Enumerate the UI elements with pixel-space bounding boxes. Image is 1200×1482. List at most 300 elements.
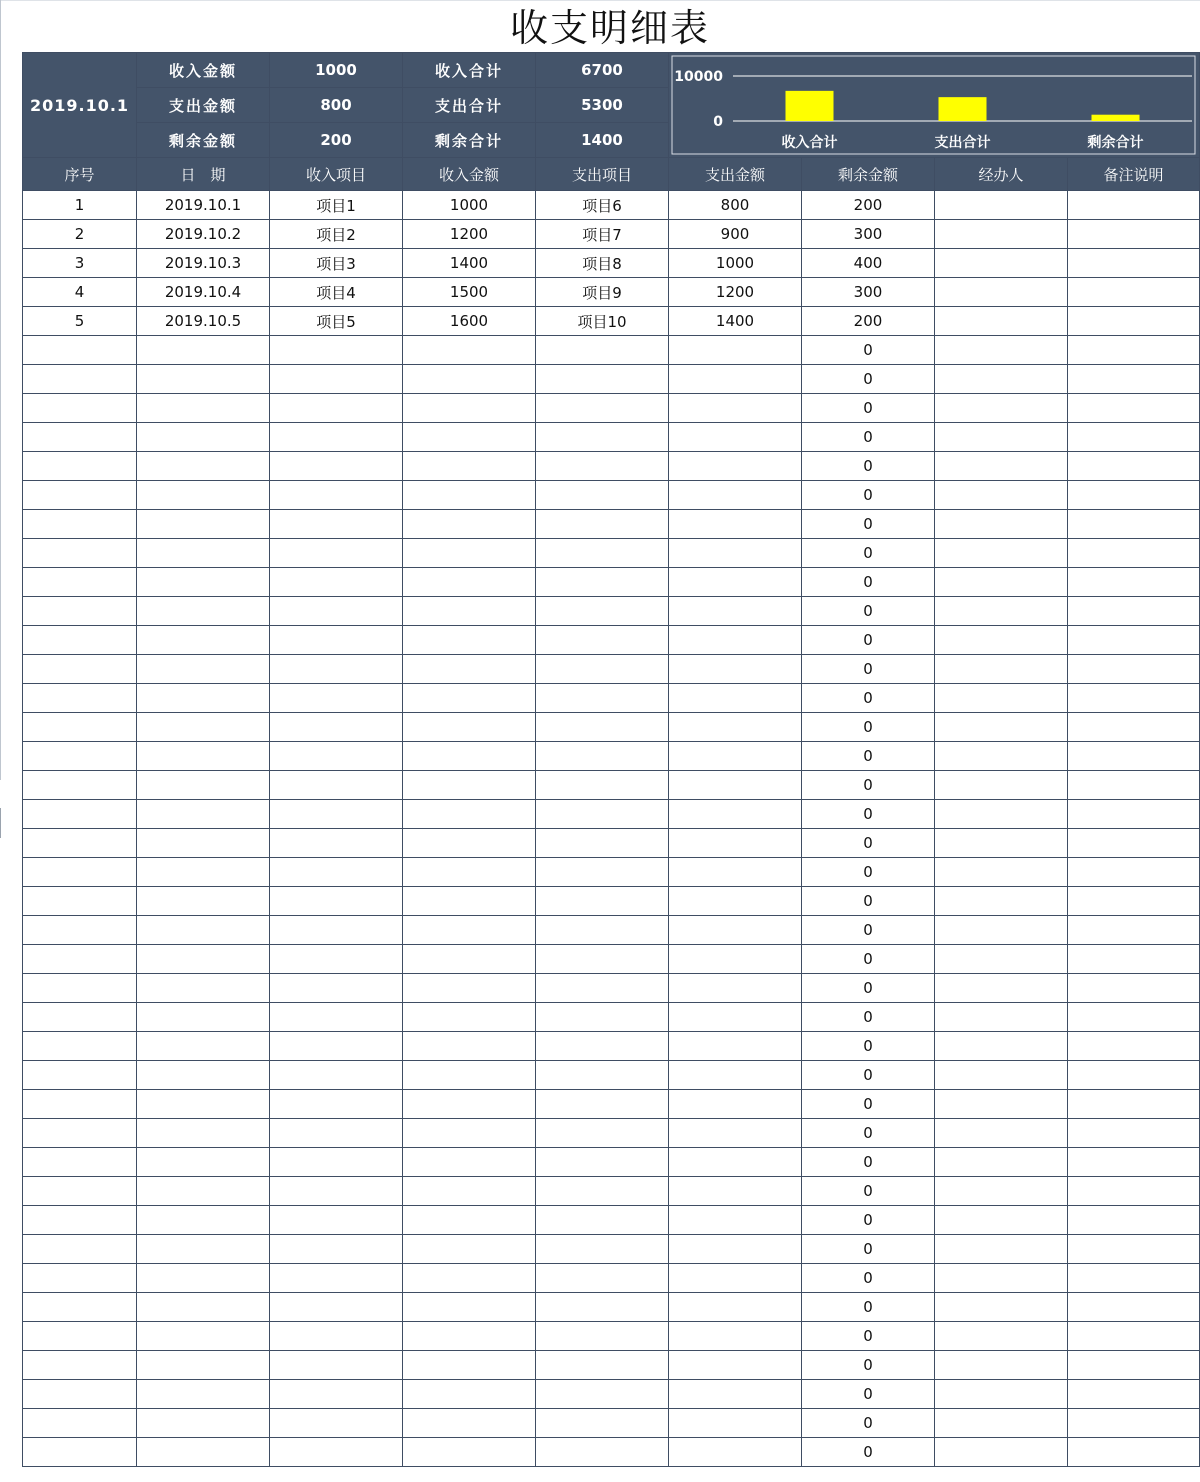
- cell-expense-item[interactable]: [536, 452, 669, 481]
- cell-index[interactable]: [23, 423, 137, 452]
- cell-income-item[interactable]: [270, 1177, 403, 1206]
- cell-handler[interactable]: [935, 974, 1068, 1003]
- totals-chart[interactable]: [669, 53, 1198, 157]
- cell-income-amount[interactable]: [403, 452, 536, 481]
- cell-expense-item[interactable]: [536, 887, 669, 916]
- cell-remaining[interactable]: 0: [802, 597, 935, 626]
- cell-expense-amount[interactable]: [669, 1148, 802, 1177]
- cell-index[interactable]: [23, 713, 137, 742]
- cell-notes[interactable]: [1068, 220, 1200, 249]
- cell-handler[interactable]: [935, 1409, 1068, 1438]
- cell-index[interactable]: [23, 452, 137, 481]
- cell-remaining[interactable]: 0: [802, 974, 935, 1003]
- cell-income-amount[interactable]: [403, 336, 536, 365]
- summary-value-income[interactable]: 1000: [270, 53, 403, 88]
- cell-income-item[interactable]: [270, 1003, 403, 1032]
- cell-index[interactable]: 2: [23, 220, 137, 249]
- cell-expense-item[interactable]: [536, 1293, 669, 1322]
- cell-income-item[interactable]: [270, 655, 403, 684]
- cell-expense-item[interactable]: [536, 597, 669, 626]
- cell-date[interactable]: [137, 1148, 270, 1177]
- cell-index[interactable]: [23, 365, 137, 394]
- cell-income-item[interactable]: [270, 916, 403, 945]
- cell-notes[interactable]: [1068, 510, 1200, 539]
- cell-index[interactable]: [23, 1090, 137, 1119]
- cell-expense-amount[interactable]: [669, 597, 802, 626]
- cell-notes[interactable]: [1068, 1438, 1200, 1467]
- cell-date[interactable]: [137, 510, 270, 539]
- cell-date[interactable]: [137, 945, 270, 974]
- cell-expense-item[interactable]: [536, 916, 669, 945]
- cell-income-amount[interactable]: 1600: [403, 307, 536, 336]
- cell-income-item[interactable]: [270, 1061, 403, 1090]
- cell-remaining[interactable]: 0: [802, 1206, 935, 1235]
- cell-handler[interactable]: [935, 1322, 1068, 1351]
- cell-income-item[interactable]: [270, 336, 403, 365]
- cell-notes[interactable]: [1068, 1119, 1200, 1148]
- summary-value-remaining[interactable]: 200: [270, 123, 403, 158]
- cell-date[interactable]: [137, 336, 270, 365]
- cell-remaining[interactable]: 0: [802, 539, 935, 568]
- cell-income-item[interactable]: [270, 539, 403, 568]
- cell-expense-item[interactable]: [536, 974, 669, 1003]
- cell-expense-item[interactable]: [536, 1206, 669, 1235]
- cell-remaining[interactable]: 0: [802, 626, 935, 655]
- cell-handler[interactable]: [935, 800, 1068, 829]
- cell-income-item[interactable]: [270, 1235, 403, 1264]
- cell-handler[interactable]: [935, 626, 1068, 655]
- cell-income-amount[interactable]: 1200: [403, 220, 536, 249]
- cell-handler[interactable]: [935, 1438, 1068, 1467]
- cell-handler[interactable]: [935, 1148, 1068, 1177]
- summary-total-label-income[interactable]: 收入合计: [403, 53, 536, 88]
- cell-index[interactable]: 5: [23, 307, 137, 336]
- cell-income-amount[interactable]: [403, 597, 536, 626]
- cell-remaining[interactable]: 200: [802, 191, 935, 220]
- cell-notes[interactable]: [1068, 1351, 1200, 1380]
- cell-income-amount[interactable]: [403, 1148, 536, 1177]
- cell-remaining[interactable]: 0: [802, 1177, 935, 1206]
- cell-date[interactable]: [137, 481, 270, 510]
- cell-expense-amount[interactable]: [669, 1235, 802, 1264]
- cell-remaining[interactable]: 0: [802, 1409, 935, 1438]
- column-header-income-item[interactable]: 收入项目: [270, 158, 403, 191]
- cell-date[interactable]: [137, 597, 270, 626]
- cell-expense-item[interactable]: 项目9: [536, 278, 669, 307]
- cell-expense-amount[interactable]: [669, 365, 802, 394]
- cell-expense-amount[interactable]: [669, 568, 802, 597]
- column-header-expense-amount[interactable]: 支出金额: [669, 158, 802, 191]
- cell-expense-amount[interactable]: [669, 452, 802, 481]
- cell-expense-amount[interactable]: [669, 858, 802, 887]
- cell-expense-amount[interactable]: [669, 713, 802, 742]
- cell-index[interactable]: [23, 1119, 137, 1148]
- cell-handler[interactable]: [935, 771, 1068, 800]
- cell-expense-amount[interactable]: 1000: [669, 249, 802, 278]
- cell-remaining[interactable]: 0: [802, 800, 935, 829]
- cell-expense-item[interactable]: [536, 713, 669, 742]
- cell-income-item[interactable]: [270, 974, 403, 1003]
- cell-income-amount[interactable]: [403, 1206, 536, 1235]
- cell-income-amount[interactable]: [403, 539, 536, 568]
- cell-handler[interactable]: [935, 423, 1068, 452]
- cell-remaining[interactable]: 0: [802, 1003, 935, 1032]
- cell-notes[interactable]: [1068, 1264, 1200, 1293]
- cell-income-item[interactable]: 项目5: [270, 307, 403, 336]
- cell-income-amount[interactable]: 1000: [403, 191, 536, 220]
- cell-handler[interactable]: [935, 1206, 1068, 1235]
- cell-date[interactable]: [137, 1061, 270, 1090]
- cell-index[interactable]: [23, 1206, 137, 1235]
- cell-expense-item[interactable]: [536, 1090, 669, 1119]
- cell-expense-amount[interactable]: 800: [669, 191, 802, 220]
- cell-date[interactable]: [137, 1003, 270, 1032]
- cell-expense-item[interactable]: [536, 568, 669, 597]
- cell-index[interactable]: [23, 539, 137, 568]
- cell-income-item[interactable]: [270, 626, 403, 655]
- cell-income-amount[interactable]: [403, 394, 536, 423]
- cell-index[interactable]: [23, 394, 137, 423]
- cell-notes[interactable]: [1068, 1061, 1200, 1090]
- cell-income-amount[interactable]: [403, 713, 536, 742]
- cell-remaining[interactable]: 0: [802, 1264, 935, 1293]
- cell-remaining[interactable]: 0: [802, 742, 935, 771]
- cell-income-item[interactable]: [270, 713, 403, 742]
- cell-notes[interactable]: [1068, 1235, 1200, 1264]
- cell-notes[interactable]: [1068, 481, 1200, 510]
- cell-income-item[interactable]: [270, 1090, 403, 1119]
- cell-expense-amount[interactable]: 900: [669, 220, 802, 249]
- cell-expense-amount[interactable]: [669, 394, 802, 423]
- cell-date[interactable]: [137, 1380, 270, 1409]
- cell-income-amount[interactable]: [403, 1235, 536, 1264]
- cell-expense-item[interactable]: [536, 1380, 669, 1409]
- cell-expense-item[interactable]: [536, 829, 669, 858]
- cell-expense-item[interactable]: [536, 394, 669, 423]
- cell-notes[interactable]: [1068, 307, 1200, 336]
- cell-index[interactable]: [23, 481, 137, 510]
- column-header-date[interactable]: 日 期: [137, 158, 270, 191]
- summary-label-expense[interactable]: 支出金额: [137, 88, 270, 123]
- cell-income-item[interactable]: [270, 481, 403, 510]
- cell-remaining[interactable]: 200: [802, 307, 935, 336]
- cell-expense-item[interactable]: [536, 1264, 669, 1293]
- cell-income-amount[interactable]: [403, 1090, 536, 1119]
- cell-notes[interactable]: [1068, 191, 1200, 220]
- cell-expense-amount[interactable]: [669, 1177, 802, 1206]
- column-header-remaining[interactable]: 剩余金额: [802, 158, 935, 191]
- cell-handler[interactable]: [935, 1380, 1068, 1409]
- cell-date[interactable]: 2019.10.1: [137, 191, 270, 220]
- cell-remaining[interactable]: 0: [802, 945, 935, 974]
- cell-date[interactable]: [137, 394, 270, 423]
- cell-date[interactable]: [137, 829, 270, 858]
- cell-handler[interactable]: [935, 568, 1068, 597]
- cell-income-item[interactable]: [270, 1351, 403, 1380]
- cell-handler[interactable]: [935, 1293, 1068, 1322]
- cell-remaining[interactable]: 0: [802, 887, 935, 916]
- cell-remaining[interactable]: 0: [802, 1235, 935, 1264]
- cell-date[interactable]: [137, 1351, 270, 1380]
- cell-expense-item[interactable]: 项目7: [536, 220, 669, 249]
- cell-handler[interactable]: [935, 1235, 1068, 1264]
- chart-bar[interactable]: [1092, 115, 1140, 121]
- cell-remaining[interactable]: 0: [802, 1322, 935, 1351]
- cell-index[interactable]: 4: [23, 278, 137, 307]
- cell-index[interactable]: [23, 974, 137, 1003]
- cell-income-item[interactable]: [270, 800, 403, 829]
- cell-handler[interactable]: [935, 1119, 1068, 1148]
- cell-remaining[interactable]: 0: [802, 1438, 935, 1467]
- cell-income-amount[interactable]: [403, 771, 536, 800]
- cell-index[interactable]: [23, 1351, 137, 1380]
- cell-income-amount[interactable]: [403, 916, 536, 945]
- cell-expense-amount[interactable]: [669, 510, 802, 539]
- cell-index[interactable]: [23, 626, 137, 655]
- cell-remaining[interactable]: 0: [802, 336, 935, 365]
- cell-expense-item[interactable]: [536, 684, 669, 713]
- cell-income-amount[interactable]: [403, 1438, 536, 1467]
- cell-expense-item[interactable]: [536, 539, 669, 568]
- cell-remaining[interactable]: 300: [802, 278, 935, 307]
- cell-remaining[interactable]: 0: [802, 655, 935, 684]
- cell-index[interactable]: [23, 1061, 137, 1090]
- cell-handler[interactable]: [935, 829, 1068, 858]
- cell-handler[interactable]: [935, 945, 1068, 974]
- cell-date[interactable]: [137, 887, 270, 916]
- cell-expense-item[interactable]: [536, 1119, 669, 1148]
- cell-index[interactable]: 1: [23, 191, 137, 220]
- cell-income-item[interactable]: 项目4: [270, 278, 403, 307]
- cell-index[interactable]: [23, 684, 137, 713]
- cell-expense-amount[interactable]: [669, 742, 802, 771]
- cell-expense-amount[interactable]: [669, 887, 802, 916]
- cell-expense-amount[interactable]: [669, 1438, 802, 1467]
- cell-expense-item[interactable]: [536, 655, 669, 684]
- cell-remaining[interactable]: 0: [802, 481, 935, 510]
- cell-remaining[interactable]: 0: [802, 858, 935, 887]
- cell-remaining[interactable]: 0: [802, 568, 935, 597]
- cell-handler[interactable]: [935, 1003, 1068, 1032]
- cell-notes[interactable]: [1068, 452, 1200, 481]
- cell-handler[interactable]: [935, 510, 1068, 539]
- cell-notes[interactable]: [1068, 365, 1200, 394]
- cell-remaining[interactable]: 0: [802, 713, 935, 742]
- cell-notes[interactable]: [1068, 336, 1200, 365]
- cell-date[interactable]: [137, 365, 270, 394]
- cell-expense-amount[interactable]: [669, 684, 802, 713]
- cell-notes[interactable]: [1068, 1206, 1200, 1235]
- cell-notes[interactable]: [1068, 974, 1200, 1003]
- cell-notes[interactable]: [1068, 887, 1200, 916]
- cell-handler[interactable]: [935, 191, 1068, 220]
- summary-total-label-expense[interactable]: 支出合计: [403, 88, 536, 123]
- cell-notes[interactable]: [1068, 771, 1200, 800]
- cell-index[interactable]: [23, 597, 137, 626]
- cell-date[interactable]: [137, 1032, 270, 1061]
- cell-index[interactable]: 3: [23, 249, 137, 278]
- cell-income-item[interactable]: [270, 394, 403, 423]
- cell-index[interactable]: [23, 510, 137, 539]
- cell-income-amount[interactable]: [403, 742, 536, 771]
- cell-expense-item[interactable]: [536, 1235, 669, 1264]
- cell-date[interactable]: [137, 1293, 270, 1322]
- cell-income-amount[interactable]: [403, 1032, 536, 1061]
- cell-expense-amount[interactable]: [669, 481, 802, 510]
- cell-income-amount[interactable]: [403, 1322, 536, 1351]
- cell-notes[interactable]: [1068, 1322, 1200, 1351]
- cell-income-item[interactable]: 项目1: [270, 191, 403, 220]
- cell-index[interactable]: [23, 829, 137, 858]
- cell-income-amount[interactable]: [403, 887, 536, 916]
- cell-notes[interactable]: [1068, 394, 1200, 423]
- cell-expense-amount[interactable]: 1400: [669, 307, 802, 336]
- cell-expense-amount[interactable]: [669, 916, 802, 945]
- cell-handler[interactable]: [935, 887, 1068, 916]
- cell-remaining[interactable]: 0: [802, 1148, 935, 1177]
- cell-expense-amount[interactable]: [669, 1061, 802, 1090]
- cell-income-item[interactable]: [270, 510, 403, 539]
- cell-notes[interactable]: [1068, 945, 1200, 974]
- cell-notes[interactable]: [1068, 684, 1200, 713]
- cell-income-item[interactable]: [270, 1409, 403, 1438]
- cell-date[interactable]: [137, 539, 270, 568]
- cell-notes[interactable]: [1068, 1148, 1200, 1177]
- cell-expense-item[interactable]: [536, 1438, 669, 1467]
- cell-notes[interactable]: [1068, 423, 1200, 452]
- cell-notes[interactable]: [1068, 626, 1200, 655]
- cell-notes[interactable]: [1068, 1380, 1200, 1409]
- cell-date[interactable]: [137, 568, 270, 597]
- cell-remaining[interactable]: 400: [802, 249, 935, 278]
- cell-expense-amount[interactable]: [669, 423, 802, 452]
- cell-notes[interactable]: [1068, 1032, 1200, 1061]
- cell-index[interactable]: [23, 1032, 137, 1061]
- cell-index[interactable]: [23, 1409, 137, 1438]
- summary-total-remaining[interactable]: 1400: [536, 123, 669, 158]
- cell-income-amount[interactable]: [403, 1351, 536, 1380]
- cell-handler[interactable]: [935, 539, 1068, 568]
- cell-remaining[interactable]: 0: [802, 1061, 935, 1090]
- cell-expense-amount[interactable]: 1200: [669, 278, 802, 307]
- cell-date[interactable]: [137, 1264, 270, 1293]
- cell-expense-item[interactable]: [536, 481, 669, 510]
- cell-date[interactable]: [137, 452, 270, 481]
- column-header-notes[interactable]: 备注说明: [1068, 158, 1200, 191]
- cell-income-item[interactable]: 项目3: [270, 249, 403, 278]
- cell-date[interactable]: [137, 1235, 270, 1264]
- cell-notes[interactable]: [1068, 655, 1200, 684]
- cell-income-amount[interactable]: [403, 481, 536, 510]
- cell-expense-item[interactable]: [536, 423, 669, 452]
- cell-expense-amount[interactable]: [669, 1032, 802, 1061]
- cell-income-item[interactable]: 项目2: [270, 220, 403, 249]
- chart-bar[interactable]: [939, 97, 987, 121]
- cell-expense-amount[interactable]: [669, 945, 802, 974]
- cell-index[interactable]: [23, 568, 137, 597]
- cell-expense-amount[interactable]: [669, 655, 802, 684]
- cell-income-item[interactable]: [270, 945, 403, 974]
- cell-expense-item[interactable]: [536, 1351, 669, 1380]
- cell-income-amount[interactable]: [403, 568, 536, 597]
- cell-notes[interactable]: [1068, 1409, 1200, 1438]
- cell-income-amount[interactable]: [403, 858, 536, 887]
- cell-expense-item[interactable]: [536, 1177, 669, 1206]
- cell-handler[interactable]: [935, 1061, 1068, 1090]
- cell-expense-item[interactable]: [536, 800, 669, 829]
- cell-remaining[interactable]: 0: [802, 423, 935, 452]
- summary-value-expense[interactable]: 800: [270, 88, 403, 123]
- cell-income-item[interactable]: [270, 1293, 403, 1322]
- cell-expense-item[interactable]: [536, 365, 669, 394]
- cell-income-item[interactable]: [270, 771, 403, 800]
- cell-expense-item[interactable]: 项目10: [536, 307, 669, 336]
- cell-expense-item[interactable]: [536, 742, 669, 771]
- cell-expense-amount[interactable]: [669, 1322, 802, 1351]
- cell-index[interactable]: [23, 916, 137, 945]
- cell-expense-amount[interactable]: [669, 771, 802, 800]
- summary-total-expense[interactable]: 5300: [536, 88, 669, 123]
- cell-date[interactable]: [137, 1119, 270, 1148]
- cell-handler[interactable]: [935, 452, 1068, 481]
- cell-handler[interactable]: [935, 858, 1068, 887]
- cell-income-amount[interactable]: [403, 829, 536, 858]
- cell-date[interactable]: [137, 626, 270, 655]
- cell-remaining[interactable]: 0: [802, 1351, 935, 1380]
- cell-handler[interactable]: [935, 365, 1068, 394]
- cell-income-amount[interactable]: [403, 800, 536, 829]
- cell-income-item[interactable]: [270, 887, 403, 916]
- cell-income-amount[interactable]: [403, 974, 536, 1003]
- cell-expense-amount[interactable]: [669, 1119, 802, 1148]
- cell-notes[interactable]: [1068, 858, 1200, 887]
- cell-income-item[interactable]: [270, 858, 403, 887]
- cell-expense-item[interactable]: [536, 1003, 669, 1032]
- cell-notes[interactable]: [1068, 1090, 1200, 1119]
- cell-income-amount[interactable]: [403, 655, 536, 684]
- cell-expense-amount[interactable]: [669, 1380, 802, 1409]
- summary-chart-cell[interactable]: [669, 53, 1200, 158]
- cell-handler[interactable]: [935, 742, 1068, 771]
- cell-index[interactable]: [23, 1438, 137, 1467]
- cell-expense-amount[interactable]: [669, 1351, 802, 1380]
- cell-date[interactable]: [137, 858, 270, 887]
- cell-date[interactable]: [137, 1438, 270, 1467]
- cell-income-item[interactable]: [270, 829, 403, 858]
- cell-expense-item[interactable]: [536, 945, 669, 974]
- cell-handler[interactable]: [935, 1090, 1068, 1119]
- cell-notes[interactable]: [1068, 278, 1200, 307]
- cell-notes[interactable]: [1068, 916, 1200, 945]
- cell-expense-item[interactable]: [536, 626, 669, 655]
- cell-expense-amount[interactable]: [669, 974, 802, 1003]
- cell-date[interactable]: [137, 1409, 270, 1438]
- cell-handler[interactable]: [935, 597, 1068, 626]
- cell-remaining[interactable]: 0: [802, 510, 935, 539]
- cell-index[interactable]: [23, 1235, 137, 1264]
- cell-date[interactable]: [137, 1322, 270, 1351]
- cell-notes[interactable]: [1068, 1003, 1200, 1032]
- cell-date[interactable]: [137, 742, 270, 771]
- cell-income-item[interactable]: [270, 684, 403, 713]
- cell-income-item[interactable]: [270, 423, 403, 452]
- cell-notes[interactable]: [1068, 1293, 1200, 1322]
- cell-remaining[interactable]: 0: [802, 1380, 935, 1409]
- cell-date[interactable]: [137, 800, 270, 829]
- cell-index[interactable]: [23, 1148, 137, 1177]
- cell-income-amount[interactable]: [403, 684, 536, 713]
- cell-income-amount[interactable]: [403, 1293, 536, 1322]
